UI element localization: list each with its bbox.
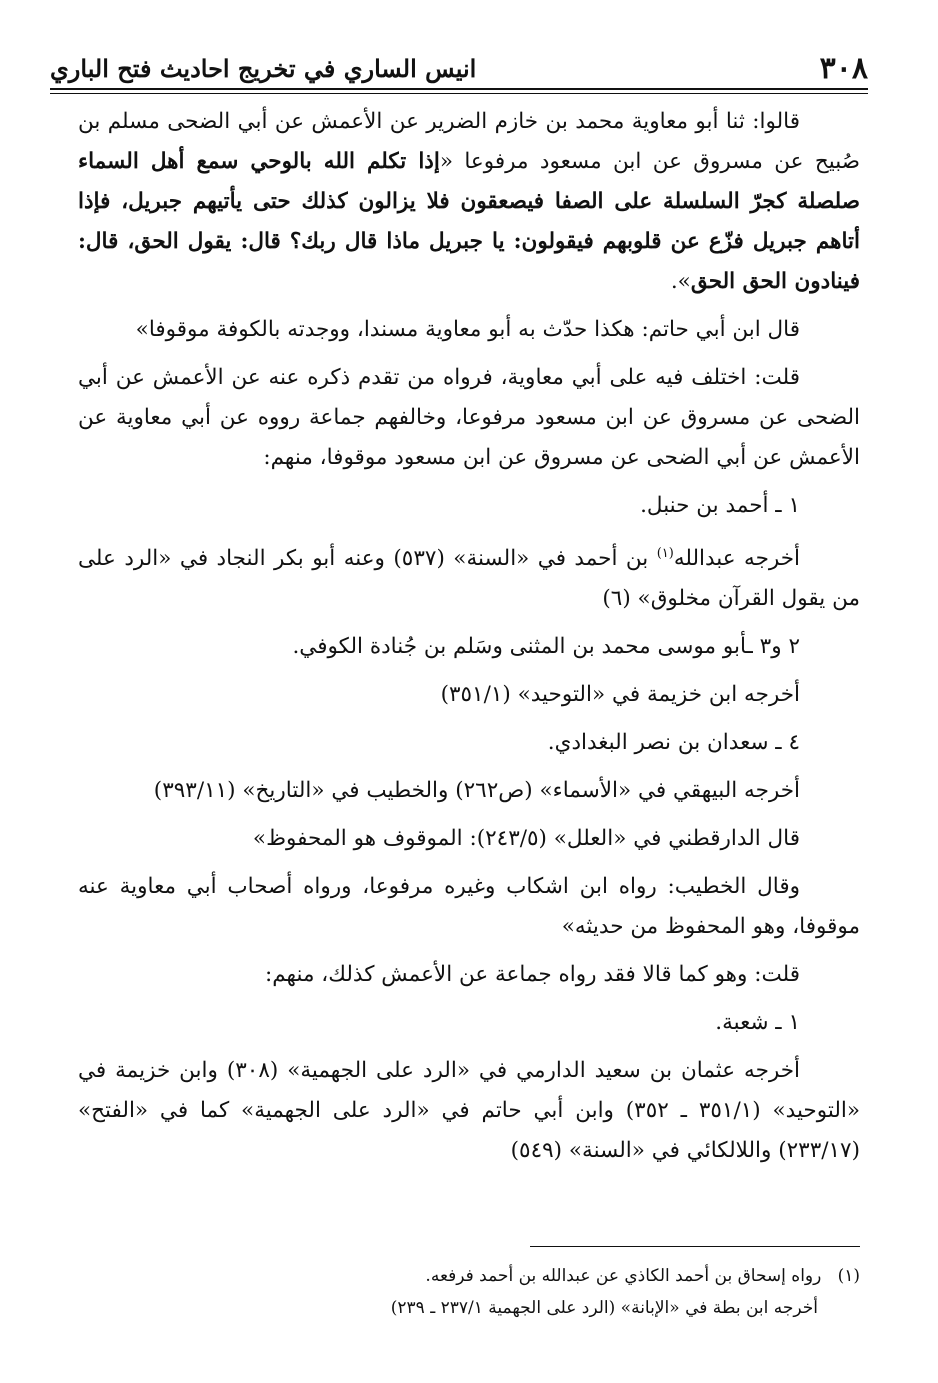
footnotes <box>78 1260 860 1324</box>
footnote-1-cont <box>78 1292 860 1324</box>
page-number: ٣٠٨ <box>819 50 868 86</box>
narrator-item-4: ٤ ـ سعدان بن نصر البغدادي. <box>547 730 800 756</box>
page-header <box>50 48 868 88</box>
hadith-chain: قالوا: ثنا أبو معاوية محمد بن خازم الضرير عن الأعمش عن أبي الضحى مسلم بن صُبيح عن مسروق عن ابن مسعود مرفوعا « <box>78 109 860 174</box>
author-conclusion: قلت: وهو كما قالا فقد رواه جماعة عن الأعمش كذلك، منهم: <box>265 962 800 988</box>
footnote-line-1: رواه إسحاق بن أحمد الكاذي عن عبدالله بن أحمد فرفعه. <box>425 1266 822 1286</box>
footnote-line-2: أخرجه ابن بطة في «الإبانة» (الرد على الجهمية ٢٣٧/١ ـ ٢٣٩) <box>390 1298 818 1318</box>
hadith-text: إذا تكلم الله بالوحي سمع أهل السماء صلصلة كجرّ السلسلة على الصفا فيصعقون فلا يزالون كذلك حتى يأتيهم جبريل، فإذا أتاهم جبريل فزّع عن قلوبهم فيقولون: يا جبريل ماذا قال ربك؟ قال: يقول الحق، قال: فينادون الحق الحق <box>78 149 860 294</box>
narrator-item-2: ٢ و٣ ـأبو موسى محمد بن المثنى وسَلم بن جُنادة الكوفي. <box>292 634 800 660</box>
footnote-ref-1[interactable]: (١) <box>656 546 674 561</box>
narrator-item-4-source: أخرجه البيهقي في «الأسماء» (ص٢٦٢) والخطيب في «التاريخ» (٣٩٣/١١) <box>153 778 800 804</box>
author-note: قلت: اختلف فيه على أبي معاوية، فرواه من تقدم ذكره عنه عن الأعمش عن أبي الضحى عن مسروق عن ابن مسعود مرفوعا، وخالفهم جماعة رووه عن أبي معاوية عن الأعمش عن أبي الضحى عن مسروق عن ابن مسعود موقوفا، منهم: <box>78 365 860 470</box>
source-text-b: بن أحمد في «السنة» (٥٣٧) وعنه أبو بكر النجاد في «الرد على من يقول القرآن مخلوق» (٦) <box>78 546 860 612</box>
page-body <box>78 102 860 1179</box>
daraqutni-quote: قال الدارقطني في «العلل» (٢٤٣/٥): الموقوف هو المحفوظ» <box>252 826 800 852</box>
narrator-shuba-source: أخرجه عثمان بن سعيد الدارمي في «الرد على الجهمية» (٣٠٨) وابن خزيمة في «التوحيد» (٣٥١/١ ـ ٣٥٢) وابن أبي حاتم في «الرد على الجهمية» كما في «الفتح» (٢٣٣/١٧) واللالكائي في «السنة» (٥٤٩) <box>78 1058 860 1164</box>
ibn-abi-hatim-quote: قال ابن أبي حاتم: هكذا حدّث به أبو معاوية مسندا، ووجدته بالكوفة موقوفا» <box>135 317 800 342</box>
khatib-quote: وقال الخطيب: رواه ابن اشكاب وغيره مرفوعا، ورواه أصحاب أبي معاوية عنه موقوفا، وهو المحفوظ من حديثه» <box>78 874 860 940</box>
narrator-item-2-source: أخرجه ابن خزيمة في «التوحيد» (٣٥١/١) <box>440 682 800 708</box>
header-rule-thick <box>50 88 868 90</box>
header-rule-thin <box>50 93 868 94</box>
narrator-shuba: ١ ـ شعبة. <box>715 1010 800 1036</box>
footnote-rule <box>530 1246 860 1247</box>
source-text-a: أخرجه عبدالله <box>673 546 800 572</box>
book-title: انيس الساري في تخريج احاديث فتح الباري <box>50 53 477 83</box>
hadith-close: ». <box>670 269 691 294</box>
hadith-paragraph <box>78 102 860 302</box>
narrator-item-1: ١ ـ أحمد بن حنبل. <box>640 493 800 518</box>
narrator-item-1-source <box>78 534 860 619</box>
footnote-1 <box>78 1260 860 1292</box>
footnote-marker: (١) <box>837 1266 860 1286</box>
